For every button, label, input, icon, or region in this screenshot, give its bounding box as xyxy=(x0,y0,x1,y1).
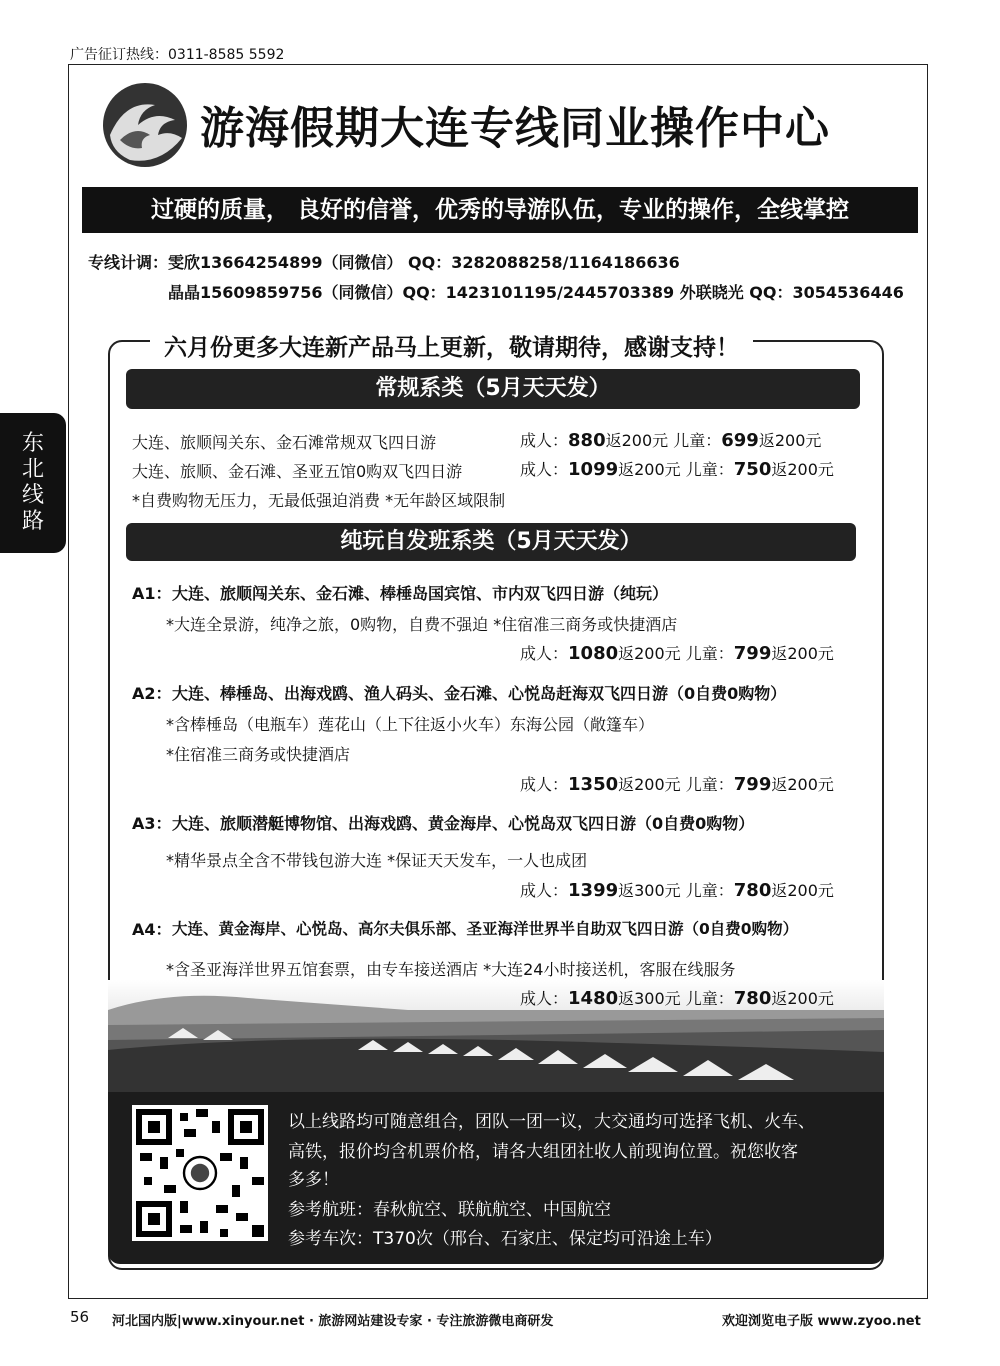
adult-label: 成人： xyxy=(520,460,569,479)
qr-code-icon[interactable] xyxy=(132,1105,268,1241)
notice-title: 六月份更多大连新产品马上更新，敬请期待，感谢支持！ xyxy=(150,329,753,362)
child-price: 750 xyxy=(733,459,772,480)
route-name: 大连、旅顺闯关东、金石滩、棒棰岛国宾馆、市内双飞四日游（纯玩） xyxy=(172,584,669,603)
child-rebate: 返200元 xyxy=(771,644,834,663)
wave-logo-icon xyxy=(100,80,190,170)
adult-rebate: 返300元 xyxy=(618,989,681,1008)
route-code: A2： xyxy=(132,684,172,703)
adult-label: 成人： xyxy=(520,989,569,1008)
route-price xyxy=(520,772,834,795)
adult-price: 1399 xyxy=(568,880,619,901)
route-price xyxy=(520,428,821,451)
route-note: *大连全景游，纯净之旅，0购物，自费不强迫 *住宿准三商务或快捷酒店 xyxy=(166,615,678,634)
reference-flights: 参考航班：春秋航空、联航航空、中国航空 xyxy=(288,1200,611,1220)
adult-price: 1350 xyxy=(568,774,619,795)
route-name: 大连、旅顺、金石滩、圣亚五馆0购双飞四日游 xyxy=(132,462,463,481)
adult-price: 1099 xyxy=(568,459,619,480)
child-price: 780 xyxy=(733,880,772,901)
ad-hotline: 广告征订热线：0311-8585 5592 xyxy=(70,47,285,63)
child-label: 儿童： xyxy=(685,775,734,794)
section-note: *自费购物无压力，无最低强迫消费 *无年龄区域限制 xyxy=(132,491,506,510)
page-number: 56 xyxy=(70,1308,90,1326)
route-name: 大连、旅顺闯关东、金石滩常规双飞四日游 xyxy=(132,433,437,452)
adult-rebate: 返200元 xyxy=(618,460,681,479)
side-tab-char: 路 xyxy=(21,509,44,534)
adult-rebate: 返200元 xyxy=(618,775,681,794)
reference-trains: 参考车次：T370次（邢台、石家庄、保定均可沿途上车） xyxy=(288,1229,722,1249)
child-price: 799 xyxy=(733,643,772,664)
adult-price: 1080 xyxy=(568,643,619,664)
route-code: A4： xyxy=(132,920,172,939)
contact-label: 专线计调： xyxy=(88,253,169,272)
route-price xyxy=(520,457,834,480)
route-name: 大连、棒棰岛、出海戏鸥、渔人码头、金石滩、心悦岛赶海双飞四日游（0自费0购物） xyxy=(172,684,787,703)
route-code: A3： xyxy=(132,814,172,833)
footer-right[interactable]: 欢迎浏览电子版 www.zyoo.net xyxy=(722,1314,921,1329)
adult-price: 880 xyxy=(568,430,606,451)
child-price: 699 xyxy=(721,430,759,451)
side-tab-northeast xyxy=(0,413,66,553)
contact-line-2: 晶晶15609859756（同微信）QQ：1423101195/2445703389 外联晓光 QQ：3054536446 xyxy=(168,283,904,302)
adult-price: 1480 xyxy=(568,988,619,1009)
route-name: 大连、旅顺潜艇博物馆、出海戏鸥、黄金海岸、心悦岛双飞四日游（0自费0购物） xyxy=(172,814,755,833)
child-rebate: 返200元 xyxy=(771,881,834,900)
route-price xyxy=(520,641,834,664)
adult-rebate: 返200元 xyxy=(618,644,681,663)
slogan-bar: 过硬的质量， 良好的信誉，优秀的导游队伍，专业的操作，全线掌控 xyxy=(82,187,918,233)
section-pure-title: 纯玩自发班系类（5月天天发） xyxy=(126,523,856,561)
info-text: 多多！ xyxy=(288,1170,339,1190)
child-label: 儿童： xyxy=(673,431,722,450)
side-tab-char: 北 xyxy=(21,457,44,482)
route-note: *含棒棰岛（电瓶车）莲花山（上下往返小火车）东海公园（敞篷车） xyxy=(166,715,655,734)
route-price xyxy=(520,986,834,1009)
adult-label: 成人： xyxy=(520,775,569,794)
child-label: 儿童： xyxy=(685,881,734,900)
footer-left[interactable]: 河北国内版|www.xinyour.net · 旅游网站建设专家 · 专注旅游微电商研发 xyxy=(112,1314,554,1329)
child-label: 儿童： xyxy=(685,460,734,479)
side-tab-char: 线 xyxy=(21,483,44,508)
side-tab-char: 东 xyxy=(21,431,44,456)
info-text: 以上线路均可随意组合，团队一团一议，大交通均可选择飞机、火车、 xyxy=(288,1112,815,1132)
adult-label: 成人： xyxy=(520,644,569,663)
adult-label: 成人： xyxy=(520,881,569,900)
route-note: *精华景点全含不带钱包游大连 *保证天天发车，一人也成团 xyxy=(166,851,588,870)
child-price: 780 xyxy=(733,988,772,1009)
child-rebate: 返200元 xyxy=(771,989,834,1008)
route-price xyxy=(520,878,834,901)
section-regular-title: 常规系类（5月天天发） xyxy=(126,369,860,409)
adult-rebate: 返200元 xyxy=(605,431,669,450)
child-rebate: 返200元 xyxy=(771,775,834,794)
child-rebate: 返200元 xyxy=(758,431,822,450)
child-label: 儿童： xyxy=(685,644,734,663)
adult-label: 成人： xyxy=(520,431,569,450)
route-note: *住宿准三商务或快捷酒店 xyxy=(166,745,351,764)
route-code: A1： xyxy=(132,584,172,603)
child-rebate: 返200元 xyxy=(771,460,834,479)
child-price: 799 xyxy=(733,774,772,795)
contact-line-1: 雯欣13664254899（同微信） QQ：3282088258/1164186636 xyxy=(168,253,680,272)
page-title: 游海假期大连专线同业操作中心 xyxy=(200,103,830,154)
adult-rebate: 返300元 xyxy=(618,881,681,900)
route-name: 大连、黄金海岸、心悦岛、高尔夫俱乐部、圣亚海洋世界半自助双飞四日游（0自费0购物） xyxy=(172,920,799,938)
child-label: 儿童： xyxy=(685,989,734,1008)
info-text: 高铁，报价均含机票价格，请各大组团社收人前现询位置。祝您收客 xyxy=(288,1142,798,1162)
route-note: *含圣亚海洋世界五馆套票，由专车接送酒店 *大连24小时接送机，客服在线服务 xyxy=(166,960,736,979)
